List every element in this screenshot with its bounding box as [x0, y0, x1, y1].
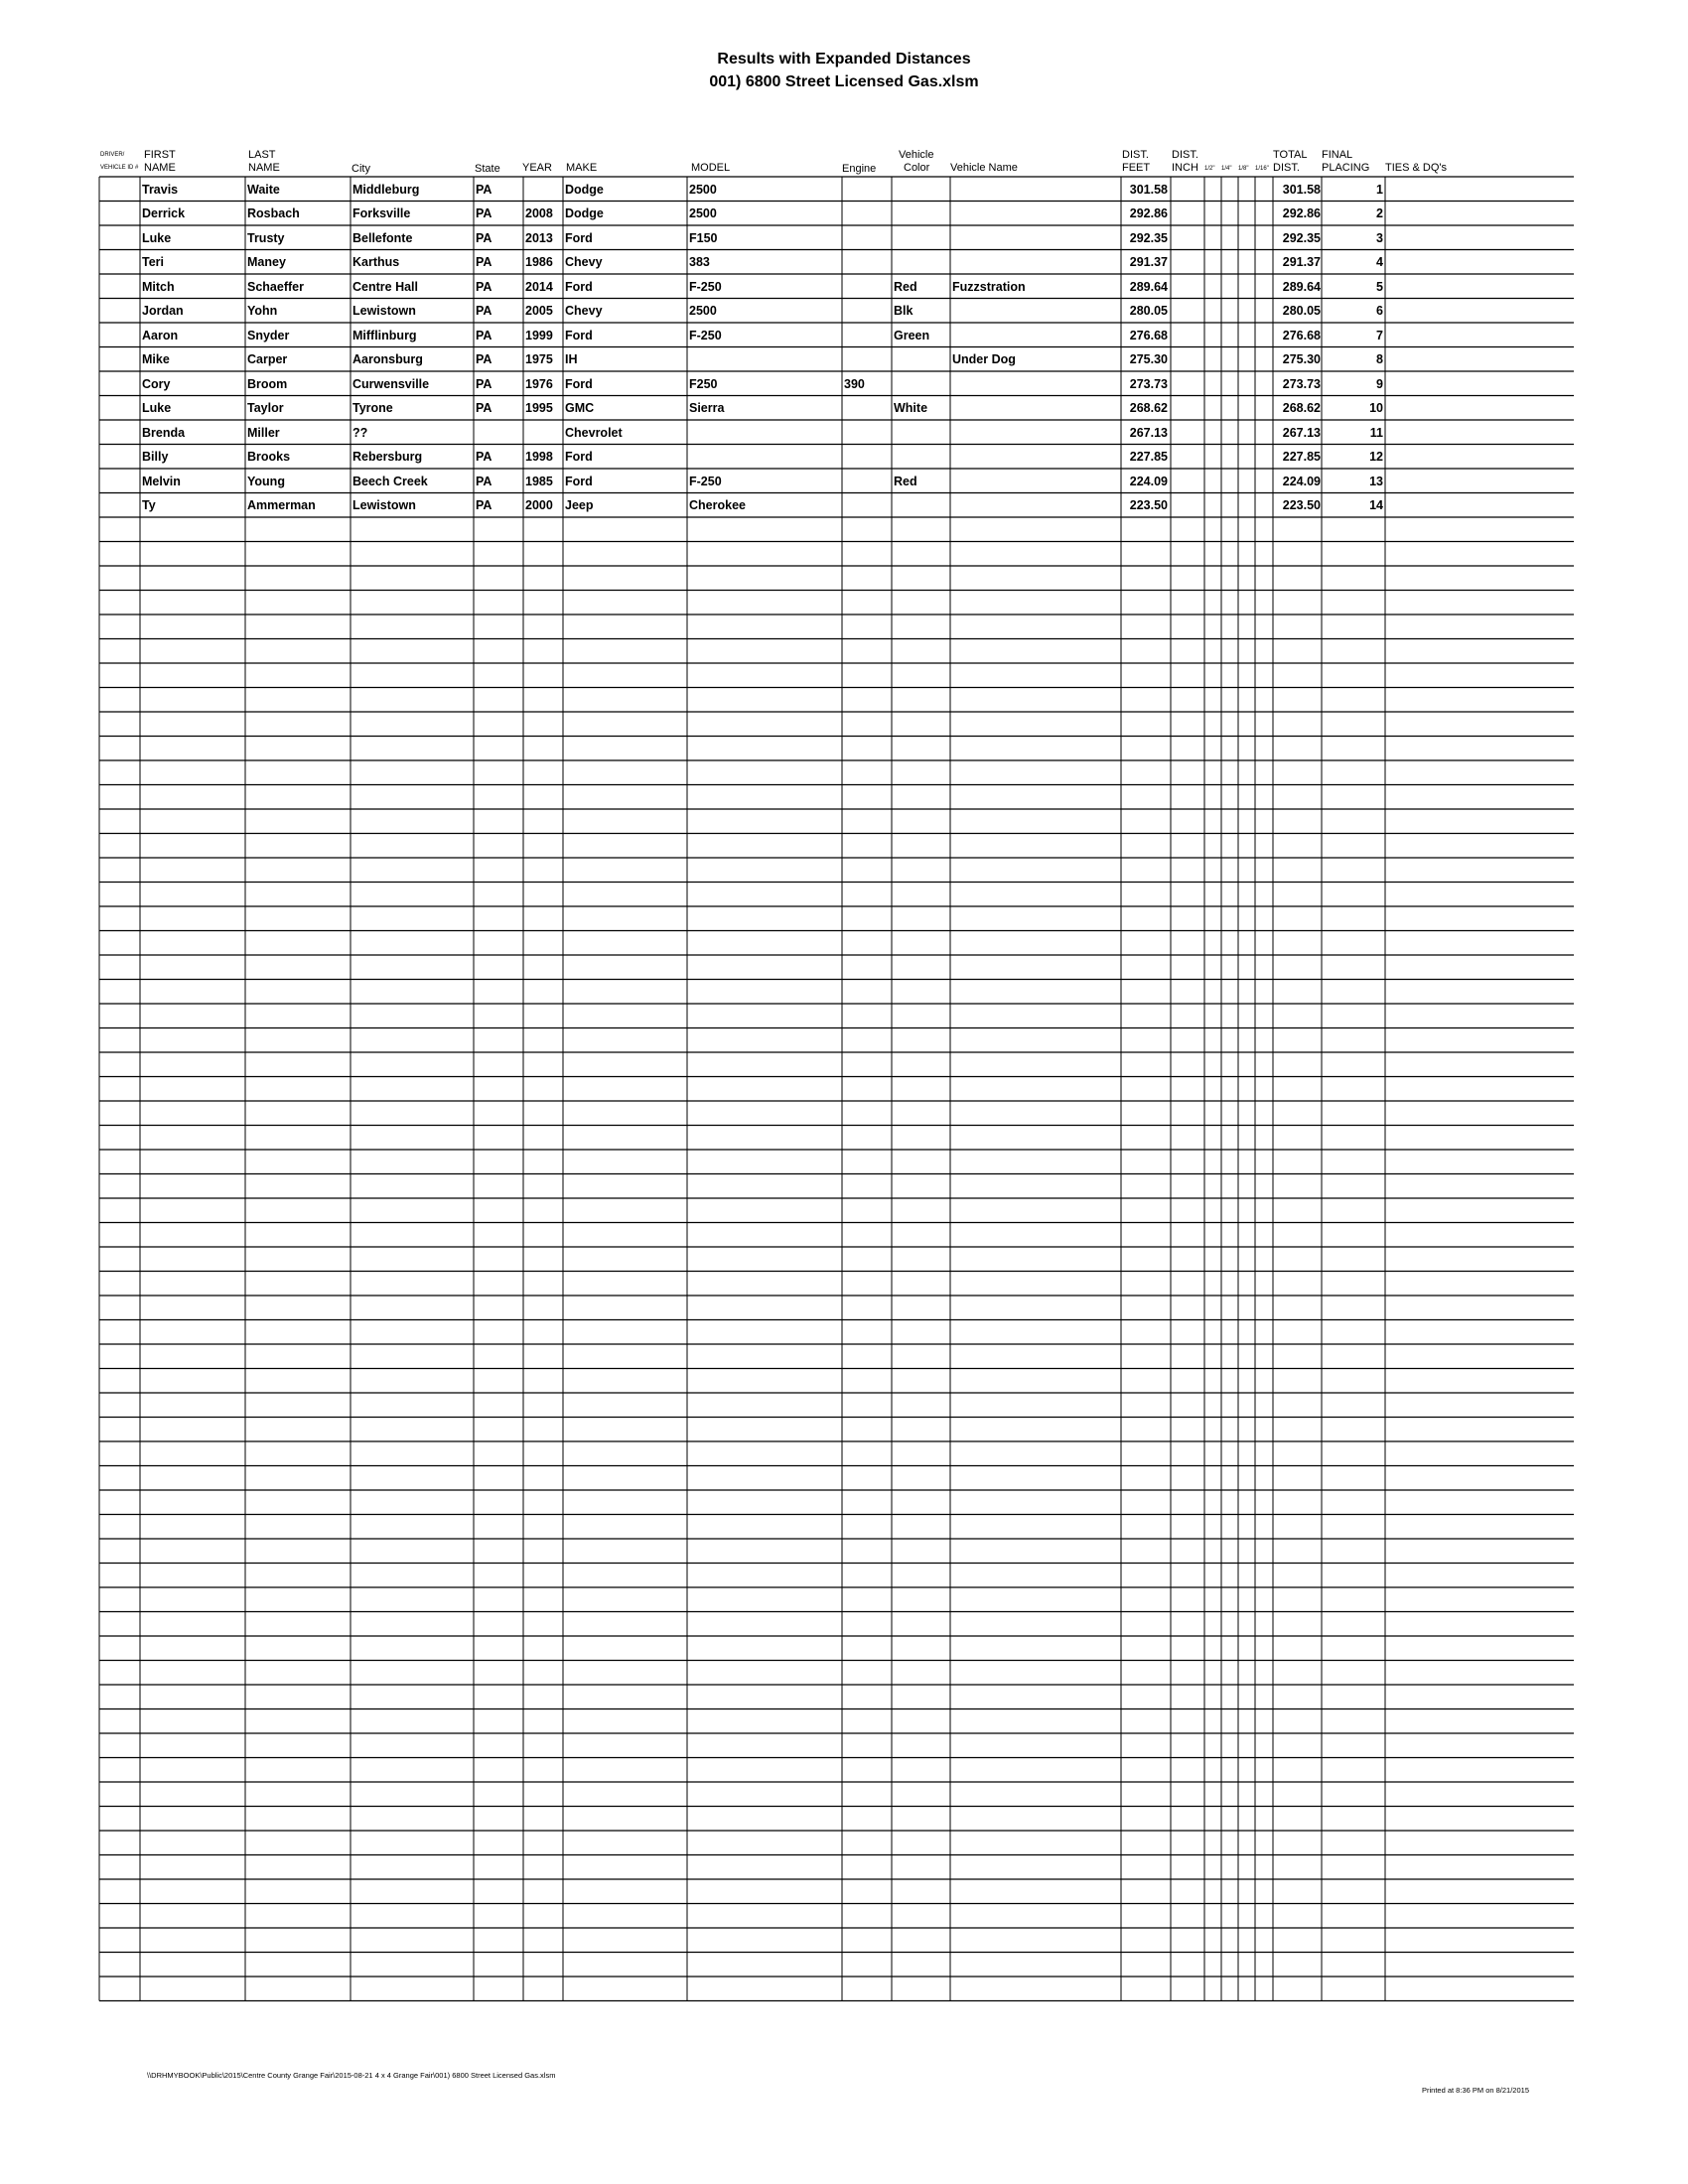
cell-total: 224.09	[1282, 474, 1321, 488]
cell-city: Lewistown	[352, 304, 416, 318]
cell-color: Green	[894, 328, 930, 342]
cell-color	[894, 372, 948, 396]
cell-state: PA	[476, 450, 492, 464]
cell-state: PA	[476, 328, 492, 342]
cell-make: Ford	[565, 328, 593, 342]
cell-feet: 273.73	[1129, 376, 1168, 391]
cell-city: Bellefonte	[352, 230, 413, 245]
cell-year: 1975	[525, 352, 553, 366]
header-half-inch: 1/2"	[1204, 166, 1215, 172]
cell-last: Carper	[247, 352, 288, 366]
cell-state: PA	[476, 474, 492, 488]
cell-make: Chevy	[565, 255, 603, 269]
cell-color: White	[894, 401, 928, 415]
header-eighth-inch: 1/8"	[1238, 166, 1249, 172]
header-quarter-inch: 1/4"	[1221, 166, 1232, 172]
cell-placing: 14	[1369, 498, 1383, 512]
header-sixteenth-inch: 1/16"	[1255, 166, 1269, 172]
cell-placing: 4	[1376, 255, 1383, 269]
header-model: MODEL	[691, 162, 731, 174]
header-engine: Engine	[842, 163, 877, 175]
report-title: Results with Expanded Distances	[717, 51, 971, 68]
header-color-top: Vehicle	[899, 149, 934, 161]
cell-city: Aaronsburg	[352, 352, 423, 366]
cell-first: Billy	[142, 450, 169, 464]
cell-engine	[844, 324, 890, 347]
cell-color	[894, 178, 948, 202]
report-subtitle: 001) 6800 Street Licensed Gas.xlsm	[709, 73, 979, 90]
cell-color	[894, 347, 948, 371]
header-driver-bottom: VEHICLE ID #	[100, 165, 139, 171]
cell-model: Cherokee	[689, 498, 746, 512]
cell-city: Tyrone	[352, 401, 393, 415]
cell-make: Ford	[565, 376, 593, 391]
cell-year	[525, 178, 562, 202]
cell-model	[689, 347, 838, 371]
cell-state: PA	[476, 255, 492, 269]
header-first-bottom: NAME	[144, 162, 176, 174]
cell-first: Luke	[142, 230, 172, 245]
cell-first: Mitch	[142, 279, 175, 294]
cell-state: PA	[476, 182, 492, 197]
cell-year: 1985	[525, 474, 553, 488]
cell-city: ??	[352, 425, 368, 440]
header-state: State	[475, 163, 500, 175]
cell-total: 301.58	[1282, 182, 1321, 197]
cell-last: Miller	[247, 425, 280, 440]
cell-last: Maney	[247, 255, 286, 269]
cell-color: Red	[894, 474, 917, 488]
cell-first: Teri	[142, 255, 164, 269]
cell-first: Melvin	[142, 474, 181, 488]
cell-total: 223.50	[1282, 498, 1321, 512]
cell-model	[689, 421, 838, 445]
cell-placing: 12	[1369, 450, 1383, 464]
cell-first: Ty	[142, 498, 156, 512]
cell-city: Forksville	[352, 206, 411, 220]
cell-first: Travis	[142, 182, 179, 197]
cell-state: PA	[476, 401, 492, 415]
cell-color	[894, 493, 948, 517]
cell-vname	[952, 299, 1116, 323]
cell-color	[894, 250, 948, 274]
cell-engine	[844, 202, 890, 225]
header-make: MAKE	[566, 162, 598, 174]
header-vehicle-name: Vehicle Name	[950, 162, 1018, 174]
cell-make: Jeep	[565, 498, 594, 512]
cell-feet: 292.35	[1129, 230, 1168, 245]
cell-vname	[952, 445, 1116, 469]
header-total-top: TOTAL	[1273, 149, 1308, 161]
cell-total: 227.85	[1282, 450, 1321, 464]
cell-vname	[952, 372, 1116, 396]
cell-feet: 289.64	[1129, 279, 1168, 294]
cell-vname	[952, 250, 1116, 274]
cell-color	[894, 202, 948, 225]
cell-city: Centre Hall	[352, 279, 418, 294]
cell-last: Broom	[247, 376, 288, 391]
cell-year: 1986	[525, 255, 553, 269]
cell-make: Chevy	[565, 304, 603, 318]
cell-color	[894, 421, 948, 445]
cell-vname	[952, 202, 1116, 225]
header-city: City	[352, 163, 370, 175]
cell-vname	[952, 470, 1116, 493]
cell-make: GMC	[565, 401, 595, 415]
header-inch-bottom: INCH	[1172, 162, 1198, 174]
cell-color	[894, 226, 948, 250]
file-path-footer: \\DRHMYBOOK\Public\2015\Centre County Grange Fair\2015-08-21 4 x 4 Grange Fair\001) 6800 Street Licensed Gas.xlsm	[147, 2071, 556, 2080]
header-last-bottom: NAME	[248, 162, 280, 174]
cell-total: 292.86	[1282, 206, 1321, 220]
header-first-top: FIRST	[144, 149, 176, 161]
cell-color: Blk	[894, 304, 914, 318]
cell-last: Young	[247, 474, 285, 488]
cell-first: Mike	[142, 352, 170, 366]
cell-vname	[952, 226, 1116, 250]
cell-make: Ford	[565, 230, 593, 245]
cell-make: Chevrolet	[565, 425, 623, 440]
cell-first: Derrick	[142, 206, 186, 220]
cell-feet: 301.58	[1129, 182, 1168, 197]
cell-vname	[952, 493, 1116, 517]
cell-city: Middleburg	[352, 182, 420, 197]
cell-model: 2500	[689, 182, 717, 197]
cell-feet: 227.85	[1129, 450, 1168, 464]
cell-first: Aaron	[142, 328, 179, 342]
cell-feet: 275.30	[1129, 352, 1168, 366]
cell-model: F150	[689, 230, 718, 245]
cell-engine	[844, 226, 890, 250]
cell-model: 2500	[689, 304, 717, 318]
cell-engine	[844, 275, 890, 299]
cell-feet: 280.05	[1129, 304, 1168, 318]
cell-vname	[952, 421, 1116, 445]
cell-model: F-250	[689, 474, 722, 488]
cell-state: PA	[476, 230, 492, 245]
cell-last: Trusty	[247, 230, 285, 245]
cell-first: Brenda	[142, 425, 186, 440]
cell-vname	[952, 324, 1116, 347]
cell-engine	[844, 445, 890, 469]
cell-color	[894, 445, 948, 469]
cell-year: 1999	[525, 328, 553, 342]
cell-placing: 2	[1376, 206, 1383, 220]
cell-city: Beech Creek	[352, 474, 428, 488]
cell-engine	[844, 396, 890, 420]
cell-year: 2008	[525, 206, 553, 220]
cell-state: PA	[476, 498, 492, 512]
header-placing-bottom: PLACING	[1322, 162, 1370, 174]
cell-last: Ammerman	[247, 498, 316, 512]
cell-vname	[952, 178, 1116, 202]
cell-placing: 9	[1376, 376, 1383, 391]
cell-total: 273.73	[1282, 376, 1321, 391]
cell-last: Waite	[247, 182, 280, 197]
cell-city: Lewistown	[352, 498, 416, 512]
cell-total: 291.37	[1282, 255, 1321, 269]
cell-model: F-250	[689, 279, 722, 294]
cell-placing: 5	[1376, 279, 1383, 294]
cell-city: Karthus	[352, 255, 400, 269]
header-last-top: LAST	[248, 149, 276, 161]
cell-model: F-250	[689, 328, 722, 342]
cell-last: Taylor	[247, 401, 284, 415]
header-color-bottom: Color	[904, 162, 930, 174]
header-inch-top: DIST.	[1172, 149, 1198, 161]
cell-placing: 1	[1376, 182, 1383, 197]
cell-engine	[844, 347, 890, 371]
cell-year: 1995	[525, 401, 553, 415]
header-driver-top: DRIVER/	[100, 152, 125, 158]
cell-engine	[844, 493, 890, 517]
cell-engine	[844, 178, 890, 202]
cell-placing: 13	[1369, 474, 1383, 488]
cell-make: Dodge	[565, 206, 604, 220]
cell-color: Red	[894, 279, 917, 294]
cell-model	[689, 445, 838, 469]
cell-make: IH	[565, 352, 578, 366]
cell-engine	[844, 250, 890, 274]
cell-model: Sierra	[689, 401, 725, 415]
cell-year: 2005	[525, 304, 553, 318]
cell-feet: 223.50	[1129, 498, 1168, 512]
cell-make: Ford	[565, 279, 593, 294]
cell-placing: 11	[1369, 425, 1383, 440]
cell-feet: 276.68	[1129, 328, 1168, 342]
cell-state: PA	[476, 304, 492, 318]
cell-city: Rebersburg	[352, 450, 423, 464]
cell-placing: 10	[1369, 401, 1383, 415]
cell-year	[525, 421, 562, 445]
cell-feet: 292.86	[1129, 206, 1168, 220]
cell-state: PA	[476, 206, 492, 220]
cell-total: 276.68	[1282, 328, 1321, 342]
cell-vname: Fuzzstration	[952, 279, 1026, 294]
cell-state: PA	[476, 352, 492, 366]
printed-timestamp: Printed at 8:36 PM on 8/21/2015	[1422, 2086, 1529, 2095]
cell-last: Schaeffer	[247, 279, 304, 294]
cell-year: 1998	[525, 450, 553, 464]
cell-model: 383	[689, 255, 710, 269]
cell-vname: Under Dog	[952, 352, 1016, 366]
cell-city: Mifflinburg	[352, 328, 417, 342]
cell-total: 268.62	[1282, 401, 1321, 415]
cell-year: 2000	[525, 498, 553, 512]
header-total-bottom: DIST.	[1273, 162, 1300, 174]
cell-engine	[844, 421, 890, 445]
cell-total: 289.64	[1282, 279, 1321, 294]
cell-placing: 3	[1376, 230, 1383, 245]
cell-year: 1976	[525, 376, 553, 391]
cell-last: Yohn	[247, 304, 278, 318]
cell-placing: 8	[1376, 352, 1383, 366]
cell-vname	[952, 396, 1116, 420]
cell-year: 2014	[525, 279, 553, 294]
cell-first: Cory	[142, 376, 171, 391]
cell-model: 2500	[689, 206, 717, 220]
cell-feet: 224.09	[1129, 474, 1168, 488]
cell-engine: 390	[844, 376, 865, 391]
cell-placing: 6	[1376, 304, 1383, 318]
cell-first: Luke	[142, 401, 172, 415]
cell-make: Ford	[565, 474, 593, 488]
cell-first: Jordan	[142, 304, 184, 318]
cell-engine	[844, 299, 890, 323]
cell-feet: 268.62	[1129, 401, 1168, 415]
cell-make: Ford	[565, 450, 593, 464]
cell-state: PA	[476, 279, 492, 294]
cell-placing: 7	[1376, 328, 1383, 342]
cell-feet: 291.37	[1129, 255, 1168, 269]
cell-state	[476, 421, 521, 445]
cell-total: 292.35	[1282, 230, 1321, 245]
cell-year: 2013	[525, 230, 553, 245]
cell-total: 275.30	[1282, 352, 1321, 366]
cell-total: 267.13	[1282, 425, 1321, 440]
cell-model: F250	[689, 376, 718, 391]
header-year: YEAR	[522, 162, 552, 174]
cell-feet: 267.13	[1129, 425, 1168, 440]
cell-last: Rosbach	[247, 206, 300, 220]
header-ties-dqs: TIES & DQ's	[1385, 162, 1447, 174]
cell-last: Snyder	[247, 328, 290, 342]
cell-make: Dodge	[565, 182, 604, 197]
cell-city: Curwensville	[352, 376, 430, 391]
cell-last: Brooks	[247, 450, 291, 464]
header-feet-top: DIST.	[1122, 149, 1149, 161]
header-feet-bottom: FEET	[1122, 162, 1151, 174]
cell-engine	[844, 470, 890, 493]
header-placing-top: FINAL	[1322, 149, 1353, 161]
cell-state: PA	[476, 376, 492, 391]
cell-total: 280.05	[1282, 304, 1321, 318]
